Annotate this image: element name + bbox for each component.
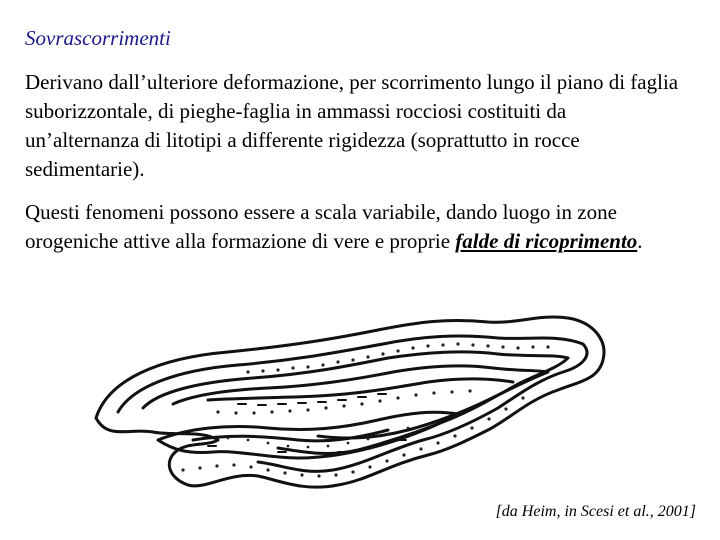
paragraph-scale	[25, 198, 685, 256]
emphasis-falde: falde di ricoprimento	[455, 229, 638, 253]
paragraph-scale-end: .	[637, 229, 643, 253]
lower-fold-inner	[193, 430, 388, 441]
nappe-fold-illustration	[88, 300, 618, 510]
paragraph-definition: Derivano dall’ulteriore deformazione, per scorrimento lungo il piano di faglia suborizzontale, di pieghe-faglia in ammassi rocciosi costituiti da un’alternanza di litotipi a differente rigidezza (soprattutto in rocce sedimentarie).	[25, 70, 679, 181]
slide-title: Sovrascorrimenti	[25, 26, 171, 50]
dash-hatching	[208, 394, 406, 452]
paragraph-scale-text: Questi fenomeni possono essere a scala variabile, dando luogo in zone orogeniche attive alla formazione di vere e proprie	[25, 200, 617, 253]
figure-citation: [da Heim, in Scesi et al., 2001]	[495, 503, 696, 520]
fold-outer-layer	[96, 317, 604, 487]
